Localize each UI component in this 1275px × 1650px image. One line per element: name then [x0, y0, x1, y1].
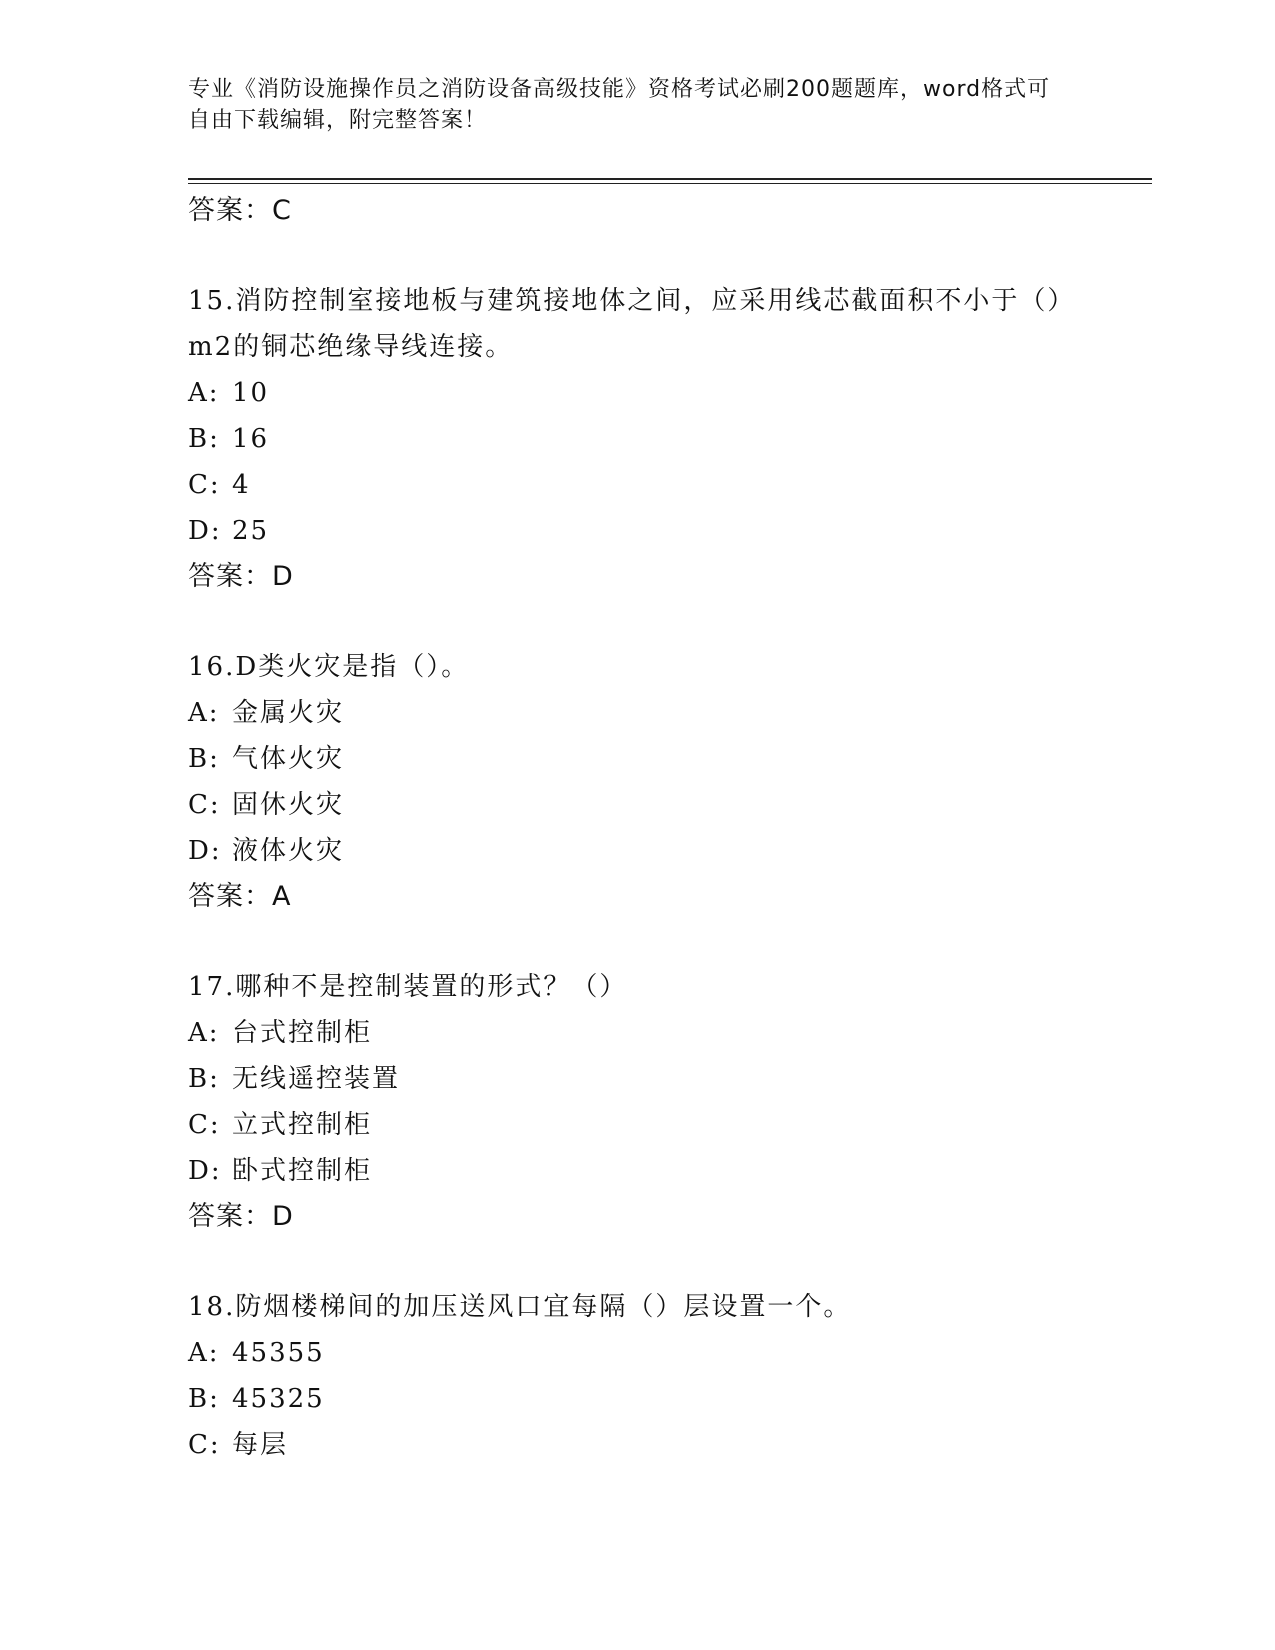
option-text: 气体火灾 — [232, 744, 345, 774]
option-text: 4 — [232, 470, 251, 500]
option-label: C: — [188, 1430, 221, 1460]
option-label: C: — [188, 790, 221, 820]
option-label: A: — [188, 378, 220, 408]
option-label: B: — [188, 1064, 220, 1094]
option-text: 金属火灾 — [232, 698, 345, 728]
question-15-option-d — [188, 508, 1088, 554]
question-16-option-b — [188, 736, 1088, 782]
question-15-option-b — [188, 416, 1088, 462]
option-label: C: — [188, 1110, 221, 1140]
option-label: A: — [188, 698, 220, 728]
option-text: 卧式控制柜 — [232, 1156, 373, 1186]
question-16-option-a — [188, 690, 1088, 736]
answer-14: 答案：C — [188, 195, 292, 226]
option-label: B: — [188, 424, 220, 454]
option-text: 固休火灾 — [232, 790, 345, 820]
option-text: 无线遥控装置 — [232, 1064, 401, 1094]
question-15-text: 15.消防控制室接地板与建筑接地体之间，应采用线芯截面积不小于（）m2的铜芯绝缘导线连接。 — [188, 286, 1063, 362]
option-text: 45355 — [232, 1338, 325, 1368]
option-text: 10 — [232, 378, 270, 408]
option-text: 25 — [232, 516, 270, 546]
option-label: D: — [188, 516, 222, 546]
option-text: 每层 — [232, 1430, 289, 1460]
header-rule-thin — [188, 183, 1152, 184]
header-rule-thick — [188, 178, 1152, 180]
option-text: 16 — [232, 424, 270, 454]
option-label: A: — [188, 1018, 220, 1048]
option-text: 液体火灾 — [232, 836, 345, 866]
answer-15: 答案：D — [188, 561, 294, 592]
answer-17: 答案：D — [188, 1201, 294, 1232]
option-label: C: — [188, 470, 221, 500]
option-label: D: — [188, 836, 222, 866]
option-text: 台式控制柜 — [232, 1018, 373, 1048]
question-18-option-a — [188, 1330, 1088, 1376]
question-16-text: 16.D类火灾是指（）。 — [188, 652, 470, 682]
answer-16: 答案：A — [188, 881, 292, 912]
question-16-option-c — [188, 782, 1088, 828]
question-17-option-a — [188, 1010, 1088, 1056]
question-18-text: 18.防烟楼梯间的加压送风口宜每隔（）层设置一个。 — [188, 1292, 852, 1322]
document-header: 专业《消防设施操作员之消防设备高级技能》资格考试必刷200题题库，word格式可自由下载编辑，附完整答案！ — [188, 77, 1051, 133]
question-16-option-d — [188, 828, 1088, 874]
option-text: 立式控制柜 — [232, 1110, 373, 1140]
option-text: 45325 — [232, 1384, 325, 1414]
option-label: A: — [188, 1338, 220, 1368]
option-label: B: — [188, 744, 220, 774]
question-17-text: 17.哪种不是控制装置的形式？（） — [188, 972, 628, 1002]
question-list — [188, 188, 1088, 1468]
question-18-option-b — [188, 1376, 1088, 1422]
question-15-option-a — [188, 370, 1088, 416]
question-17-option-b — [188, 1056, 1088, 1102]
question-15-option-c — [188, 462, 1088, 508]
option-label: B: — [188, 1384, 220, 1414]
question-17-option-d — [188, 1148, 1088, 1194]
option-label: D: — [188, 1156, 222, 1186]
question-18-option-c — [188, 1422, 1088, 1468]
question-17-option-c — [188, 1102, 1088, 1148]
